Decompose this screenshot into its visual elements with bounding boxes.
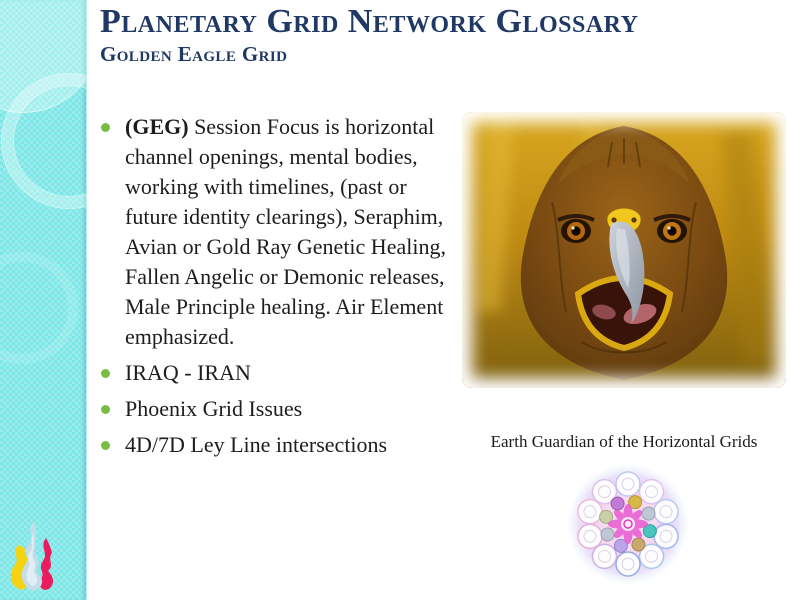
bullet-icon — [101, 369, 110, 378]
bullet-icon — [101, 405, 110, 414]
list-item — [101, 358, 453, 388]
bullet-text: 4D/7D Ley Line intersections — [125, 432, 388, 457]
bullet-icon — [101, 123, 110, 132]
flame-logo-icon — [4, 518, 56, 596]
bullet-text: Phoenix Grid Issues — [125, 396, 303, 421]
bullet-text: Session Focus is horizontal channel openings, mental bodies, working with timelines, (past or future identity clearings), Seraphim, Avian or Gold Ray Genetic Healing, Fallen Angelic or Demonic releases, Male Principle healing. Air Element emphasized. — [125, 114, 446, 349]
bullet-text: IRAQ - IRAN — [125, 360, 251, 385]
bullet-list — [101, 112, 453, 460]
list-item — [101, 112, 453, 352]
bullet-content — [101, 112, 453, 466]
sidebar-ring-faint-decoration — [0, 252, 78, 364]
decorative-sidebar — [0, 0, 87, 600]
bullet-icon — [101, 441, 110, 450]
list-item — [101, 394, 453, 424]
slide-header — [100, 2, 780, 66]
slide-subtitle: Golden Eagle Grid — [100, 42, 288, 66]
bullet-bold-text: (GEG) — [125, 114, 189, 139]
photo-caption: Earth Guardian of the Horizontal Grids — [490, 432, 758, 451]
mandala-image — [566, 462, 690, 586]
slide-title: Planetary Grid Network Glossary — [100, 3, 639, 40]
eagle-photo — [462, 112, 786, 388]
list-item — [101, 430, 453, 460]
